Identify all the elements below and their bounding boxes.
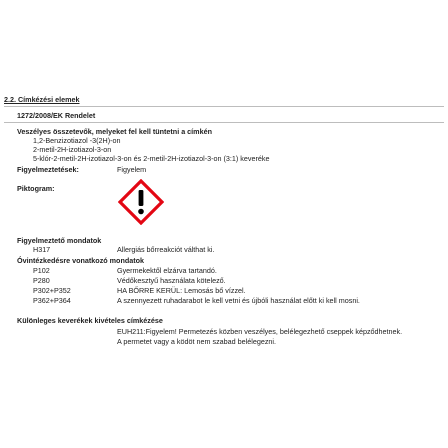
hazardous-component-1: 1,2-Benzizotiazol -3(2H)-on (33, 136, 121, 145)
special-labelling-line-1: EUH211:Figyelem! Permetezés közben veszélyes, belélegezhető cseppek képződhetnek. (117, 327, 403, 336)
precautionary-text: Gyermekektől elzárva tartandó. (117, 266, 217, 275)
hazardous-component-2: 2-metil-2H-izotiazol-3-on (33, 145, 112, 154)
divider-top (4, 106, 444, 107)
special-labelling-line-2: A permetet vagy a ködöt nem szabad belélegezni. (117, 337, 277, 346)
hazard-code: H317 (33, 245, 51, 254)
precautionary-code: P280 (33, 276, 50, 285)
precautionary-code: P302+P352 (33, 286, 71, 295)
ghs07-exclamation-icon (118, 179, 164, 225)
section-title: 2.2. Címkézési elemek (4, 95, 80, 104)
signal-word-value: Figyelem (117, 165, 147, 174)
signal-word-label: Figyelmeztetések: (17, 165, 79, 174)
precautionary-heading: Óvintézkedésre vonatkozó mondatok (17, 256, 145, 265)
hazardous-components-heading: Veszélyes összetevők, melyeket fel kell tüntetni a címkén (17, 127, 212, 136)
hazard-statements-heading: Figyelmeztető mondatok (17, 236, 102, 245)
precautionary-code: P362+P364 (33, 296, 71, 305)
special-labelling-heading: Különleges keverékek kivételes címkézése (17, 316, 163, 325)
pictogram-label: Piktogram: (17, 184, 55, 193)
precautionary-code: P102 (33, 266, 50, 275)
regulation-title: 1272/2008/EK Rendelet (17, 111, 96, 120)
precautionary-text: Védőkesztyű használata kötelező. (117, 276, 226, 285)
divider-regulation (4, 122, 444, 123)
hazardous-component-3: 5-klór-2-metil-2H-izotiazol-3-on és 2-metil-2H-izotiazol-3-on (3:1) keveréke (33, 154, 270, 163)
precautionary-text: A szennyezett ruhadarabot le kell vetni és újbóli használat előtt ki kell mosni. (117, 296, 360, 305)
precautionary-text: HA BŐRRE KERÜL: Lemosás bő vízzel. (117, 286, 246, 295)
hazard-text: Allergiás bőrreakciót válthat ki. (117, 245, 215, 254)
